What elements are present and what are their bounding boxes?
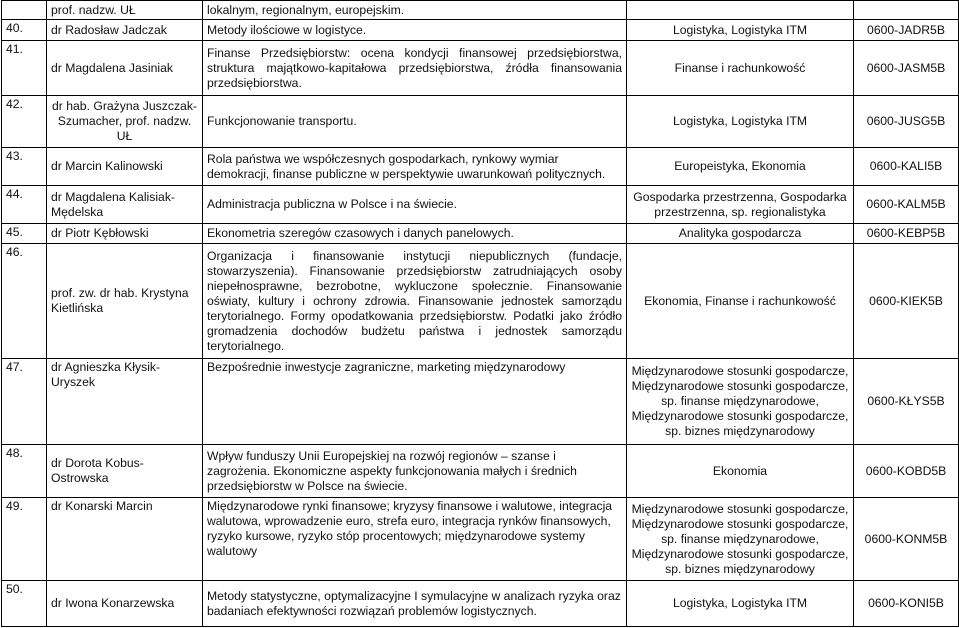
row-number: 43.: [2, 148, 47, 186]
table-row: [2, 445, 959, 498]
table-row: [2, 1, 959, 20]
table-row: [2, 186, 959, 224]
row-number: 44.: [2, 186, 47, 224]
row-number: [2, 1, 47, 20]
table-row: [2, 20, 959, 41]
course-code: 0600-KŁYS5B: [854, 359, 959, 445]
row-number: 42.: [2, 96, 47, 148]
course-code: 0600-JUSG5B: [854, 96, 959, 148]
row-number: 45.: [2, 224, 47, 244]
thesis-topic: Wpływ funduszy Unii Europejskiej na rozwój regionów – szanse i zagrożenia. Ekonomiczne aspekty funkcjonowania małych i średnich przedsiębiorstw w Polsce na świecie.: [203, 445, 627, 498]
supervisor-name: dr Magdalena Jasiniak: [47, 41, 203, 96]
supervisor-name: prof. zw. dr hab. Krystyna Kietlińska: [47, 244, 203, 359]
study-field: Ekonomia, Finanse i rachunkowość: [627, 244, 854, 359]
table-row: [2, 41, 959, 96]
study-field: Logistyka, Logistyka ITM: [627, 96, 854, 148]
study-field: Finanse i rachunkowość: [627, 41, 854, 96]
study-field: Logistyka, Logistyka ITM: [627, 20, 854, 41]
supervisor-name: dr Piotr Kębłowski: [47, 224, 203, 244]
study-field: Międzynarodowe stosunki gospodarcze, Międzynarodowe stosunki gospodarcze, sp. finanse międzynarodowe, Międzynarodowe stosunki gospodarcze, sp. biznes międzynarodowy: [627, 359, 854, 445]
course-code: 0600-KIEK5B: [854, 244, 959, 359]
course-code: 0600-KALM5B: [854, 186, 959, 224]
thesis-topic: Organizacja i finansowanie instytucji niepublicznych (fundacje, stowarzyszenia). Finansowanie przedsiębiorstw zatrudniających osoby niepełnosprawne, bezrobotne, wykluczone społecznie. Finansowanie oświaty, kultury i ochrony zdrowia. Finansowanie jednostek samorządu terytorialnego. Formy opodatkowania przedsiębiorstw. Podatki jako źródło gromadzenia dochodów budżetu państwa i jednostek samorządu terytorialnego.: [203, 244, 627, 359]
study-field: Międzynarodowe stosunki gospodarcze, Międzynarodowe stosunki gospodarcze, sp. finanse międzynarodowe, Międzynarodowe stosunki gospodarcze, sp. biznes międzynarodowy: [627, 498, 854, 581]
supervisor-name: prof. nadzw. UŁ: [47, 1, 203, 20]
study-field: Europeistyka, Ekonomia: [627, 148, 854, 186]
supervisors-table: [1, 0, 959, 627]
supervisor-name: dr Magdalena Kalisiak-Mędelska: [47, 186, 203, 224]
course-code: 0600-JASM5B: [854, 41, 959, 96]
table-row: [2, 581, 959, 627]
thesis-topic: Finanse Przedsiębiorstw: ocena kondycji finansowej przedsiębiorstwa, struktura majątkowo-kapitałowa przedsiębiorstwa, źródła finansowania przedsiębiorstwa.: [203, 41, 627, 96]
table-row: [2, 224, 959, 244]
row-number: 49.: [2, 498, 47, 581]
thesis-topic: Administracja publiczna w Polsce i na świecie.: [203, 186, 627, 224]
supervisor-name: dr Iwona Konarzewska: [47, 581, 203, 627]
table-row: [2, 359, 959, 445]
study-field: [627, 1, 854, 20]
thesis-topic: Międzynarodowe rynki finansowe; kryzysy finansowe i walutowe, integracja walutowa, wprowadzenie euro, strefa euro, integracja rynków finansowych, ryzyko kursowe, ryzyko stóp procentowych; międzynarodowe systemy walutowy: [203, 498, 627, 581]
row-number: 50.: [2, 581, 47, 627]
study-field: Ekonomia: [627, 445, 854, 498]
thesis-topic: lokalnym, regionalnym, europejskim.: [203, 1, 627, 20]
study-field: Analityka gospodarcza: [627, 224, 854, 244]
row-number: 46.: [2, 244, 47, 359]
course-code: 0600-KONM5B: [854, 498, 959, 581]
table-row: [2, 96, 959, 148]
row-number: 47.: [2, 359, 47, 445]
row-number: 48.: [2, 445, 47, 498]
study-field: Logistyka, Logistyka ITM: [627, 581, 854, 627]
thesis-topic: Ekonometria szeregów czasowych i danych panelowych.: [203, 224, 627, 244]
course-code: 0600-KOBD5B: [854, 445, 959, 498]
row-number: 40.: [2, 20, 47, 41]
course-code: 0600-JADR5B: [854, 20, 959, 41]
table-row: [2, 244, 959, 359]
supervisor-name: dr Agnieszka Kłysik-Uryszek: [47, 359, 203, 445]
course-code: 0600-KEBP5B: [854, 224, 959, 244]
thesis-topic: Bezpośrednie inwestycje zagraniczne, marketing międzynarodowy: [203, 359, 627, 445]
thesis-topic: Metody ilościowe w logistyce.: [203, 20, 627, 41]
supervisor-name: dr Konarski Marcin: [47, 498, 203, 581]
supervisor-name: dr Dorota Kobus-Ostrowska: [47, 445, 203, 498]
supervisor-name: dr hab. Grażyna Juszczak-Szumacher, prof. nadzw. UŁ: [47, 96, 203, 148]
thesis-topic: Metody statystyczne, optymalizacyjne I symulacyjne w analizach ryzyka oraz badaniach efektywności rozwiązań problemów logistycznych.: [203, 581, 627, 627]
thesis-topic: Funkcjonowanie transportu.: [203, 96, 627, 148]
supervisor-name: dr Radosław Jadczak: [47, 20, 203, 41]
course-code: 0600-KONI5B: [854, 581, 959, 627]
supervisor-name: dr Marcin Kalinowski: [47, 148, 203, 186]
course-code: [854, 1, 959, 20]
table-row: [2, 148, 959, 186]
thesis-topic: Rola państwa we współczesnych gospodarkach, rynkowy wymiar demokracji, finanse publiczne w perspektywie uwarunkowań politycznych.: [203, 148, 627, 186]
study-field: Gospodarka przestrzenna, Gospodarka przestrzenna, sp. regionalistyka: [627, 186, 854, 224]
table-row: [2, 498, 959, 581]
course-code: 0600-KALI5B: [854, 148, 959, 186]
row-number: 41.: [2, 41, 47, 96]
